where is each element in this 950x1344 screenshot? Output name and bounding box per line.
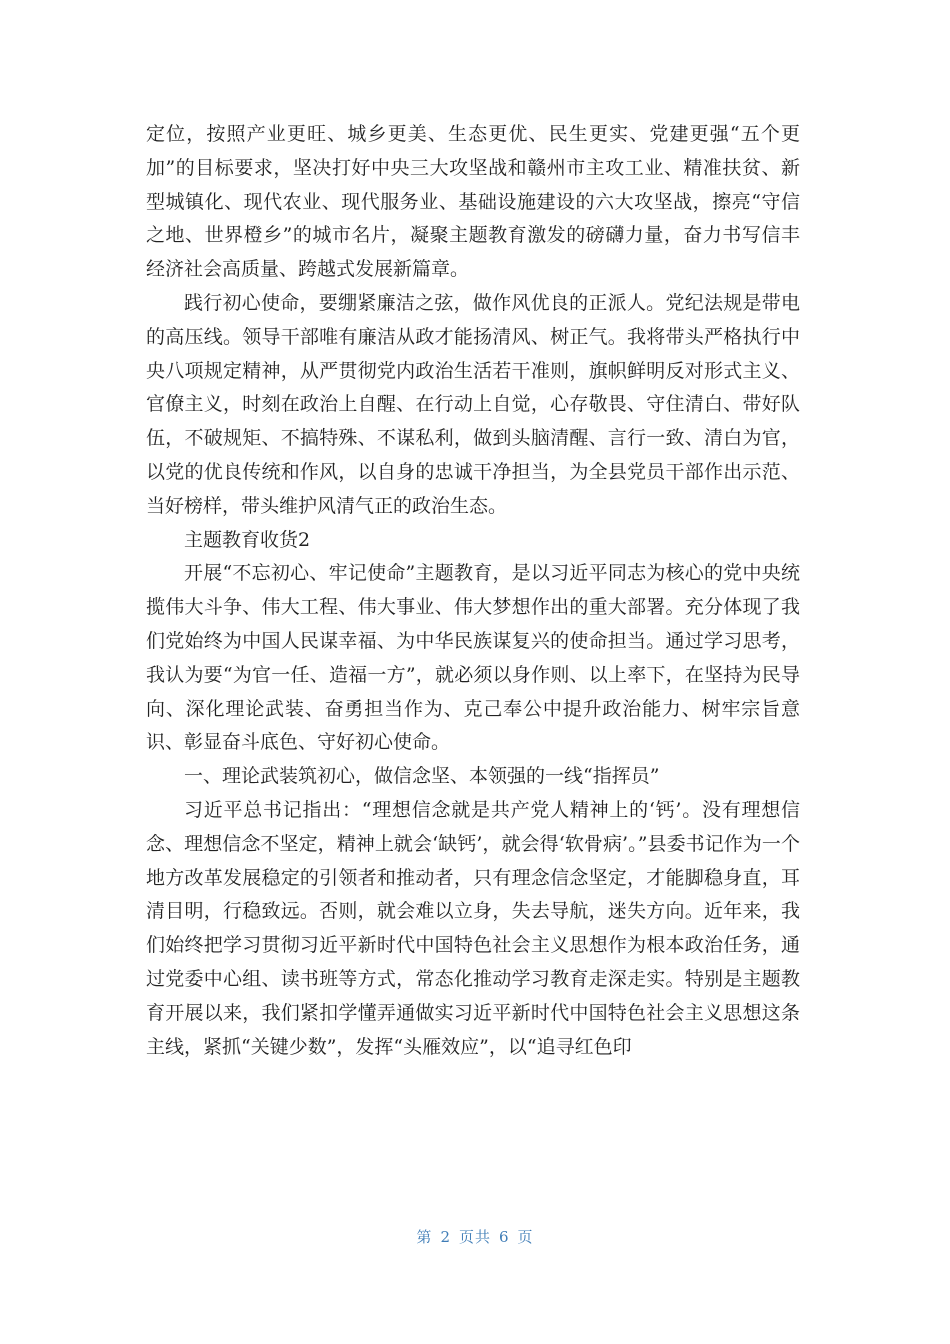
page-current: 2	[440, 1228, 451, 1246]
section-heading-theory: 一、理论武装筑初心，做信念坚、本领强的一线“指挥员”	[184, 765, 660, 788]
paragraph-ideals-beliefs: 习近平总书记指出：“理想信念就是共产党人精神上的‘钙’。没有理想信念、理想信念不坚定，精神上就会‘缺钙’，就会得‘软骨病’。”县委书记作为一个地方改革发展稳定的引领者和推动者，只有理念信念坚定，才能脚稳身直，耳清目明，行稳致远。否则，就会难以立身，失去导航，迷失方向。近年来，我们始终把学习贯彻习近平新时代中国特色社会主义思想作为根本政治任务，通过党委中心组、读书班等方式，常态化推动学习教育走深走实。特别是主题教育开展以来，我们紧扣学懂弄通做实习近平新时代中国特色社会主义思想这条主线，紧抓“关键少数”，发挥“头雁效应”，以“追寻红色印	[146, 798, 800, 1058]
paragraph-theme-education: 开展“不忘初心、牢记使命”主题教育，是以习近平同志为核心的党中央统揽伟大斗争、伟大工程、伟大事业、伟大梦想作出的重大部署。充分体现了我们党始终为中国人民谋幸福、为中华民族谋复兴的使命担当。通过学习思考，我认为要“为官一任、造福一方”，就必须以身作则、以上率下，在坚持为民导向、深化理论武装、奋勇担当作为、克己奉公中提升政治能力、树牢宗旨意识、彰显奋斗底色、守好初心使命。	[146, 562, 800, 754]
page-label-suffix: 页	[517, 1228, 534, 1246]
page-total: 6	[499, 1228, 510, 1246]
paragraph-integrity: 践行初心使命，要绷紧廉洁之弦，做作风优良的正派人。党纪法规是带电的高压线。领导干部唯有廉洁从政才能扬清风、树正气。我将带头严格执行中央八项规定精神，从严贯彻党内政治生活若干准则，旗帜鲜明反对形式主义、官僚主义，时刻在政治上自醒、在行动上自觉，心存敬畏、守住清白、带好队伍，不破规矩、不搞特殊、不谋私利，做到头脑清醒、言行一致、清白为官，以党的优良传统和作风，以自身的忠诚干净担当，为全县党员干部作出示范、当好榜样，带头维护风清气正的政治生态。	[146, 291, 800, 517]
paragraph-continuation: 定位，按照产业更旺、城乡更美、生态更优、民生更实、党建更强“五个更加”的目标要求，坚决打好中央三大攻坚战和赣州市主攻工业、精准扶贫、新型城镇化、现代农业、现代服务业、基础设施建设的六大攻坚战，擦亮“守信之地、世界橙乡”的城市名片，凝聚主题教育激发的磅礴力量，奋力书写信丰经济社会高质量、跨越式发展新篇章。	[146, 123, 800, 281]
document-body	[146, 118, 800, 1064]
section-heading-gain-2: 主题教育收货2	[184, 528, 311, 551]
page-label-prefix: 第	[416, 1228, 433, 1246]
page-footer	[0, 1226, 950, 1247]
page-label-middle: 页共	[458, 1228, 491, 1246]
